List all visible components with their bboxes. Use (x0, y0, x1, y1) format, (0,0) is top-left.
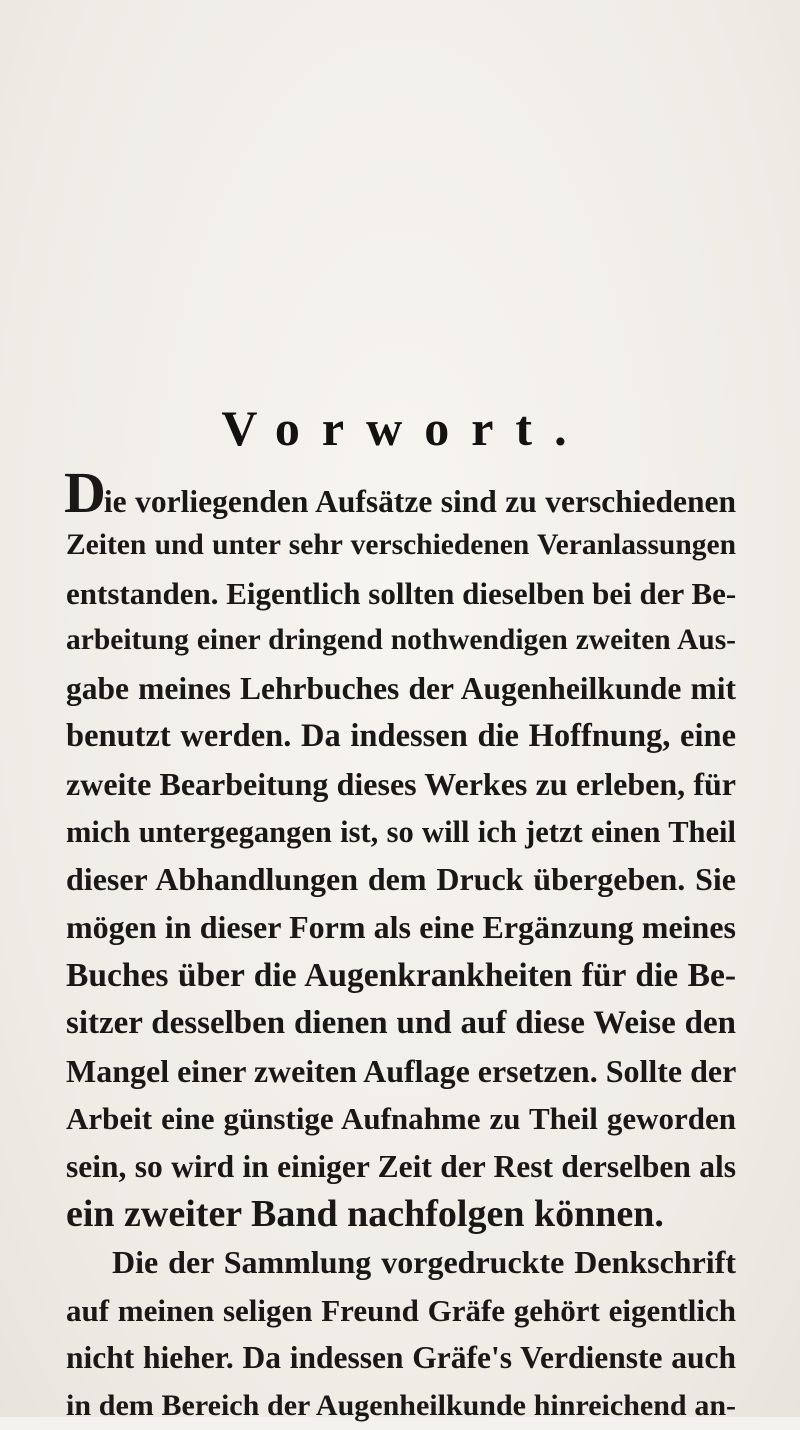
text-line: dieser Abhandlungen dem Druck übergeben. Sie (66, 861, 736, 898)
text-line: Buches über die Augenkrankheiten für die Be- (66, 956, 736, 994)
text-line: arbeitung einer dringend nothwendigen zweiten Aus- (66, 624, 736, 657)
text-line: sitzer desselben dienen und auf diese Weise den (66, 1004, 736, 1041)
text-line: Die vorliegenden Aufsätze sind zu verschiedenen (64, 460, 736, 525)
drop-capital: D (64, 460, 104, 525)
text-line: auf meinen seligen Freund Gräfe gehört eigentlich (66, 1292, 736, 1328)
text-line: Arbeit eine günstige Aufnahme zu Theil geworden (66, 1101, 736, 1137)
text-line: ein zweiter Band nachfolgen können. (66, 1192, 664, 1235)
text-line: entstanden. Eigentlich sollten dieselben bei der Be- (66, 575, 737, 611)
text-line: Mangel einer zweiten Auflage ersetzen. Sollte der (66, 1052, 737, 1089)
text-line: sein, so wird in einiger Zeit der Rest derselben als (66, 1149, 736, 1185)
text-line: zweite Bearbeitung dieses Werkes zu erleben, für (66, 765, 736, 802)
page-title: Vorwort. (221, 400, 589, 456)
text-line: mögen in dieser Form als eine Ergänzung meines (66, 909, 736, 946)
text-line: Die der Sammlung vorgedruckte Denkschrift (112, 1243, 736, 1280)
text-line: mich untergegangen ist, so will ich jetzt einen Theil (66, 814, 736, 849)
text-line: gabe meines Lehrbuches der Augenheilkunde mit (66, 671, 736, 707)
text-line: Zeiten und unter sehr verschiedenen Veranlassungen (66, 528, 736, 561)
body-text (64, 460, 737, 1430)
text-line: benutzt werden. Da indessen die Hoffnung, eine (66, 717, 736, 754)
text-line: nicht hieher. Da indessen Gräfe's Verdienste auch (66, 1340, 736, 1376)
text-line: in dem Bereich der Augenheilkunde hinreichend an- (66, 1389, 736, 1423)
